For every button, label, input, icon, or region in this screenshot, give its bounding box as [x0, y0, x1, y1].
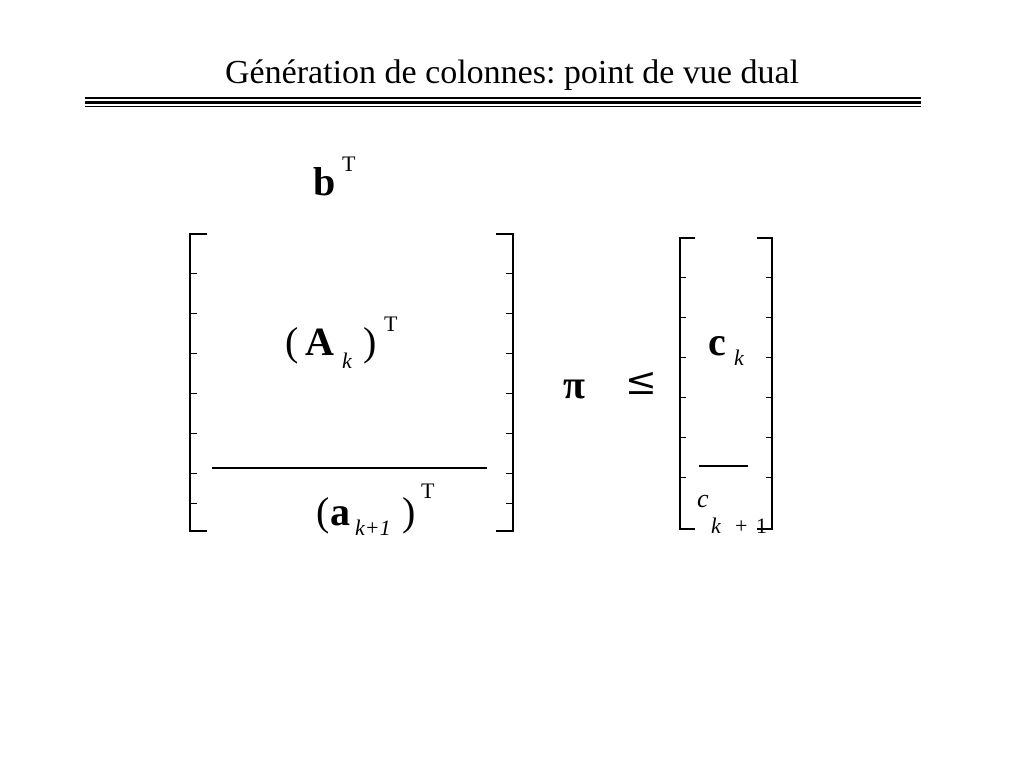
A-matrix: A: [305, 319, 334, 364]
c-subscript: k: [734, 345, 744, 370]
title-rule-bottom: [85, 106, 921, 107]
a-vector: a: [330, 489, 350, 534]
matrix-row-separator: [212, 467, 487, 469]
c-vector: c: [708, 319, 726, 364]
slide-title: Génération de colonnes: point de vue dual: [224, 54, 800, 91]
title-rule-top: [85, 97, 921, 99]
leq-symbol: ≤: [625, 359, 657, 403]
b-vector: b: [313, 159, 336, 204]
A-open-paren: (: [285, 319, 299, 364]
title-rule-middle: [85, 101, 921, 104]
c-scalar: c: [697, 484, 709, 513]
b-transpose: T: [342, 151, 356, 176]
c-scalar-sub-one: 1: [756, 513, 767, 538]
a-subscript: k+1: [355, 515, 391, 540]
a-open-paren: (: [316, 489, 330, 534]
A-transpose: T: [384, 311, 398, 336]
a-transpose: T: [421, 478, 435, 503]
c-scalar-sub-k: k: [711, 513, 721, 538]
A-subscript: k: [342, 348, 352, 373]
c-scalar-sub-plus: +: [735, 513, 748, 538]
pi-vector: π: [563, 362, 585, 407]
a-close-paren: ): [402, 489, 416, 534]
vector-row-separator: [699, 465, 748, 467]
A-close-paren: ): [363, 319, 377, 364]
